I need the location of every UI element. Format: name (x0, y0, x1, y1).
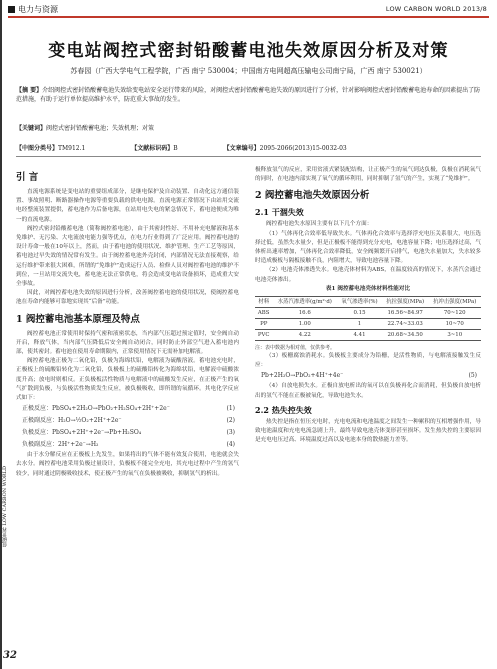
document-code: 【文献标识码】B (131, 145, 178, 152)
table-row (255, 308, 481, 319)
table-cell: ABS (255, 308, 272, 319)
material-table (255, 296, 481, 341)
paragraph: 直流电源系统是变电站的重要组成部分，是继电保护及自动装置、自动化远方通信装置、事故照明、断路器操作电源等重要负载的供电电源。直流电源正常情况下由站用交流电经整流装置提供，蓄电池作为后备电源，在站用电失电的紧急情况下，蓄电池便成为唯一的直流电源。 (16, 189, 239, 223)
equation-2: 正极副反应：H₂O→½O₂+2H⁺+2e⁻ (2) (22, 417, 235, 425)
side-journal-label: 低碳世界 LOW CARBON WORLD (2, 466, 8, 548)
table-header-cell: 抗拉强度(MPa) (382, 297, 429, 308)
article-id: 【文章编号】2095-2066(2013)15-0032-03 (223, 145, 347, 152)
equation-3: 负极反应：PbSO₄+2H⁺+2e⁻→Pb+H₂SO₄ (3) (22, 429, 235, 437)
equation-5: Pb+2H₂O→PbO₂+4H⁺+4e⁻ (5) (261, 372, 477, 380)
left-margin-bar (0, 0, 2, 669)
paragraph: 由于水分解反应在正极板上先发生，如果将出的气体不能有效复合使用，电池就会失去水分。阀控蓄电池采用负极过量设计，负极板不能完全充电，其充电过程中产生的氢气较少，同时通过阴极吸收技术，使正极产生的氧气在负极被吸收，抑制氢气的析出。 (16, 452, 239, 477)
keywords-text: 阀控式密封铅酸蓄电池；失效机理；对策 (46, 125, 155, 132)
left-column (16, 166, 239, 648)
keywords (16, 124, 482, 133)
keywords-label: 【关键词】 (16, 125, 47, 132)
intro-heading: 引 言 (16, 172, 39, 183)
journal-title-issue: LOW CARBON WORLD 2013/8 (385, 5, 487, 13)
paragraph: （2）电池壳体渗透失水。电池壳体材料为ABS，在温度较高的情况下，水蒸汽会通过电池壳体渗出。 (255, 267, 481, 283)
paragraph: 阀控蓄电池失水原因主要有以下几个方面： (266, 221, 373, 228)
table-cell: 1.00 (272, 319, 337, 330)
equation-4: 负极副反应：2H⁺+2e⁻→H₂ (4) (22, 441, 235, 449)
article-authors: 苏春园（广西大学电气工程学院，广西 南宁 530004；中国南方电网超高压输电公司南宁局，广西 南宁 530021） (70, 67, 427, 75)
table-cell: PVC (255, 330, 272, 341)
section-2-heading: 2 阀控蓄电池失效原因分析 (255, 190, 370, 202)
paragraph: 阀控蓄电池正常使用时保持气密和液密状态，当内部气压超过预定值时，安全阀自动开启，释放气体，当内部气压降低后安全阀自动闭合，同时防止外部空气进入蓄电池内部，使其密封。蓄电池在使用寿命期限内，正常使用情况下无需补加电解液。 (16, 330, 239, 356)
table-note: 注：表中数据为相对值，仅供参考。 (255, 345, 336, 352)
meta-divider (16, 156, 481, 157)
page-number: 32 (3, 650, 17, 661)
section-1-heading: 1 阀控蓄电池基本原理及特点 (16, 313, 140, 325)
paragraph: （1）气体再化合效率低导致失水。气体再化合效率与选择浮充电压关系很大，电压选择过低，虽然失水量少，但是正极板不能得到充分充电，电池容量下降；电压选择过高，气体析出速率增加，气体再化合效率降低，安全阀频繁开启排气，电池失水量加大，失水较多时造成极板与隔板接触不良，内阻增大，导致电池容量下降。 (255, 230, 481, 265)
paragraph: 阀控式密封铅酸蓄电池（简称阀控蓄电池），由于其密封性好、不用补充电解液和基本免维护、无污染、大电流放电能力强等优点，在电力行业得到了广泛应用。阀控蓄电池的设计寿命一般在10年以上，然而，由于蓄电池的使用状况、维护管理、生产工艺等原因，蓄电池过早失效的情况常有发生。由于阀控蓄电池外壳封闭，内部情况无法直接观察，给运行维护带来很大困难，所谓的“免维护”造成运行人员、检修人员对阀控蓄电池的维护不到位，一旦站用交流失电，蓄电池无法正常供电，将会造成变电站设备损坏，造成重大安全事故。 (16, 225, 239, 288)
header-rule (8, 16, 489, 18)
table-header-cell: 抗冲击强度(MPa) (428, 297, 481, 308)
table-cell: 4.41 (337, 330, 382, 341)
abstract-text: 介绍阀控式密封铅酸蓄电池失效给变电站安全运行带来的风险，对阀控式密封铅酸蓄电池失效的原因进行了分析，针对影响阀控式密封铅酸蓄电池寿命的因素提出了防范措施，有助于运行单位提高维护水平，防范重大事故的发生。 (16, 87, 481, 103)
class-number: 【中图分类号】TM912.1 (16, 145, 86, 152)
table-caption: 表1 阀控蓄电池壳体材料性能对比 (325, 285, 411, 292)
right-column (255, 166, 481, 648)
table-header-cell: 材料 (255, 297, 272, 308)
table-row (255, 319, 481, 330)
table-header-row (255, 297, 481, 308)
header-square-icon (8, 6, 15, 13)
table-header-cell: 水蒸汽渗透率(g/m²·d) (272, 297, 337, 308)
table-cell: 3~10 (428, 330, 481, 341)
paragraph: 热失控是指在恒压充电时，充电电流和电池温度之间发生一种累积的互相增强作用，导致电池温度和充电电流急剧上升，最终导致电池壳体变形甚至损坏。发生热失控的主要原因是充电电压过高、环境温度过高以及电池本身的散热能力差等。 (255, 418, 481, 444)
running-header (0, 0, 497, 22)
abstract-label: 【摘 要】 (16, 87, 43, 94)
table-cell: 1 (337, 319, 382, 330)
table-header-cell: 氧气渗透率(%) (337, 297, 382, 308)
journal-section-name: 电力与资源 (18, 5, 58, 14)
classification-row (16, 143, 391, 152)
table-row (255, 330, 481, 341)
section-2-1-heading: 2.1 干涸失效 (255, 207, 304, 218)
table-cell: 20.68~34.50 (382, 330, 429, 341)
abstract (16, 86, 482, 104)
section-2-2-heading: 2.2 热失控失效 (255, 404, 312, 415)
paragraph: （4）自放电损失水。正极自放电析出的氧可以在负极再化合而消耗，但负极自放电析出的氢气不能在正极被氧化，导致电池失水。 (255, 383, 481, 399)
table-cell: PP (255, 319, 272, 330)
table-cell: 16.6 (272, 308, 337, 319)
table-cell: 10~70 (428, 319, 481, 330)
equation-1: 正极反应：PbSO₄+2H₂O→PbO₂+H₂SO₄+2H⁺+2e⁻ (1) (22, 405, 235, 413)
paragraph: 极释放氢气的反应，采用贫液式紧装配结构，让正极产生的氧气到达负极，负极在消耗氧气的同时，在电池内部实现了氧气的循环利用，同时抑制了氢气的产生，实现了“免维护”。 (255, 167, 481, 183)
paragraph: 阀控蓄电池正极为二氧化铅，负极为海绵状铅，电解液为硫酸溶液。蓄电池充电时，正极板上的硫酸铅转化为二氧化铅，负极板上的硫酸铅转化为海绵状铅，电解液中硫酸浓度升高；放电时则相反。正负极板活性物质与电解液中的硫酸发生反应，在正极产生的氧气扩散到负极，与负极活性物质发生反应，被负极吸收，即所谓的氧循环。其电化学反应式如下： (16, 358, 239, 402)
paragraph: 因此，对阀控蓄电池失效的原因进行分析，改善阀控蓄电池的使用状况，使阀控蓄电池在寿命内能够可靠地实现其“后备”功能。 (16, 290, 239, 306)
table-cell: 22.74~33.03 (382, 319, 429, 330)
article-title: 变电站阀控式密封铅酸蓄电池失效原因分析及对策 (48, 41, 449, 61)
table-cell: 70~120 (428, 308, 481, 319)
table-cell: 4.22 (272, 330, 337, 341)
paragraph: （3）板栅腐蚀消耗水。负极板主要成分为铅栅，是活性物质，与电解液接触发生反应： (255, 353, 481, 369)
table-cell: 16.56~84.97 (382, 308, 429, 319)
table-cell: 0.15 (337, 308, 382, 319)
